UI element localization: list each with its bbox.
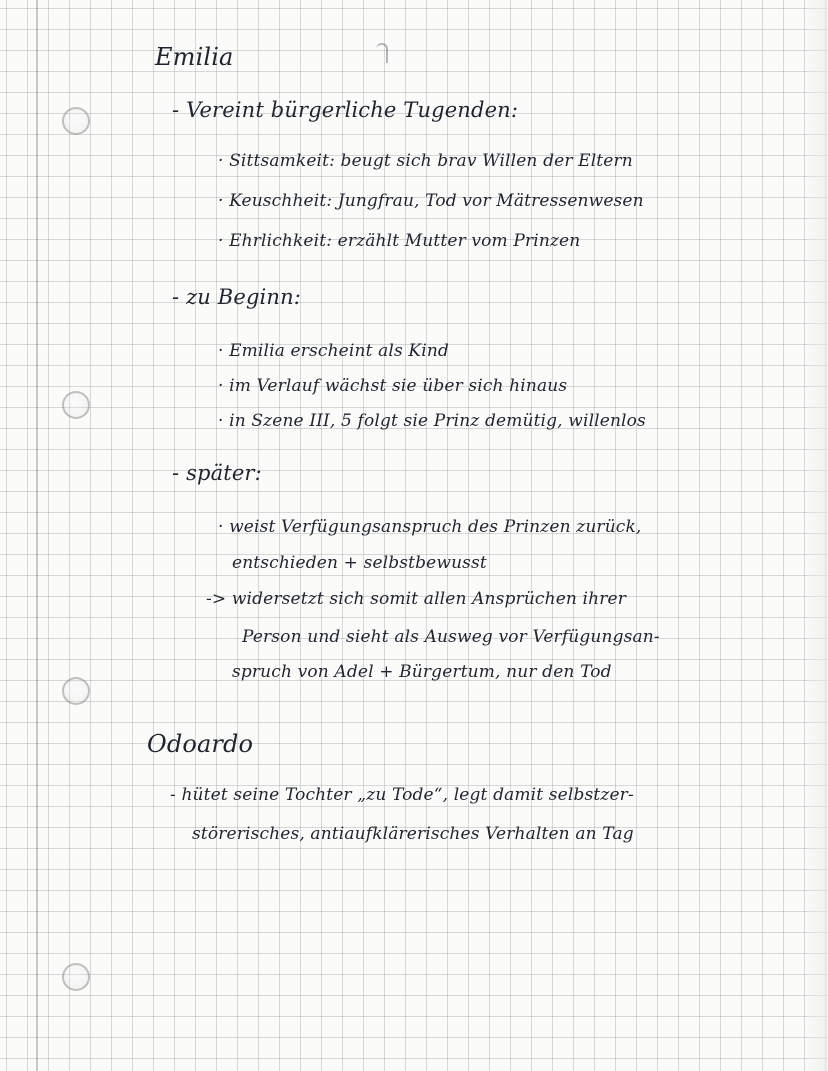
odoardo-line-1: - hütet seine Tochter „zu Tode“, legt damit selbstzer-	[170, 785, 634, 805]
emilia-virtue-item-3: · Ehrlichkeit: erzählt Mutter vom Prinzen	[218, 231, 581, 251]
emilia-virtue-item-2: · Keuschheit: Jungfrau, Tod vor Mätressenwesen	[218, 191, 644, 211]
emilia-beginning-item-3: · in Szene III, 5 folgt sie Prinz demütig, willenlos	[218, 411, 646, 431]
emilia-later-item-1: · weist Verfügungsanspruch des Prinzen zurück,	[218, 517, 642, 537]
emilia-beginning-item-2: · im Verlauf wächst sie über sich hinaus	[218, 376, 568, 396]
emilia-group-heading-virtues: - Vereint bürgerliche Tugenden:	[172, 98, 519, 122]
emilia-arrow-line-1: -> widersetzt sich somit allen Ansprüchen ihrer	[206, 589, 627, 609]
punch-hole-middle-lower	[62, 677, 90, 705]
margin-line	[36, 0, 38, 1071]
emilia-group-heading-later: - später:	[172, 461, 262, 485]
small-pencil-mark	[376, 43, 388, 63]
punch-hole-middle-upper	[62, 391, 90, 419]
punch-hole-top	[62, 107, 90, 135]
emilia-later-item-2: entschieden + selbstbewusst	[232, 553, 487, 573]
punch-hole-bottom	[62, 963, 90, 991]
emilia-group-heading-beginning: - zu Beginn:	[172, 285, 301, 309]
emilia-virtue-item-1: · Sittsamkeit: beugt sich brav Willen der Eltern	[218, 151, 633, 171]
page-edge-shadow	[804, 0, 828, 1071]
section-title-emilia: Emilia	[155, 43, 234, 71]
emilia-arrow-line-3: spruch von Adel + Bürgertum, nur den Tod	[232, 662, 612, 682]
section-title-odoardo: Odoardo	[147, 730, 254, 758]
emilia-beginning-item-1: · Emilia erscheint als Kind	[218, 341, 449, 361]
odoardo-line-2: störerisches, antiaufklärerisches Verhalten an Tag	[192, 824, 634, 844]
emilia-arrow-line-2: Person und sieht als Ausweg vor Verfügungsan-	[242, 627, 660, 647]
